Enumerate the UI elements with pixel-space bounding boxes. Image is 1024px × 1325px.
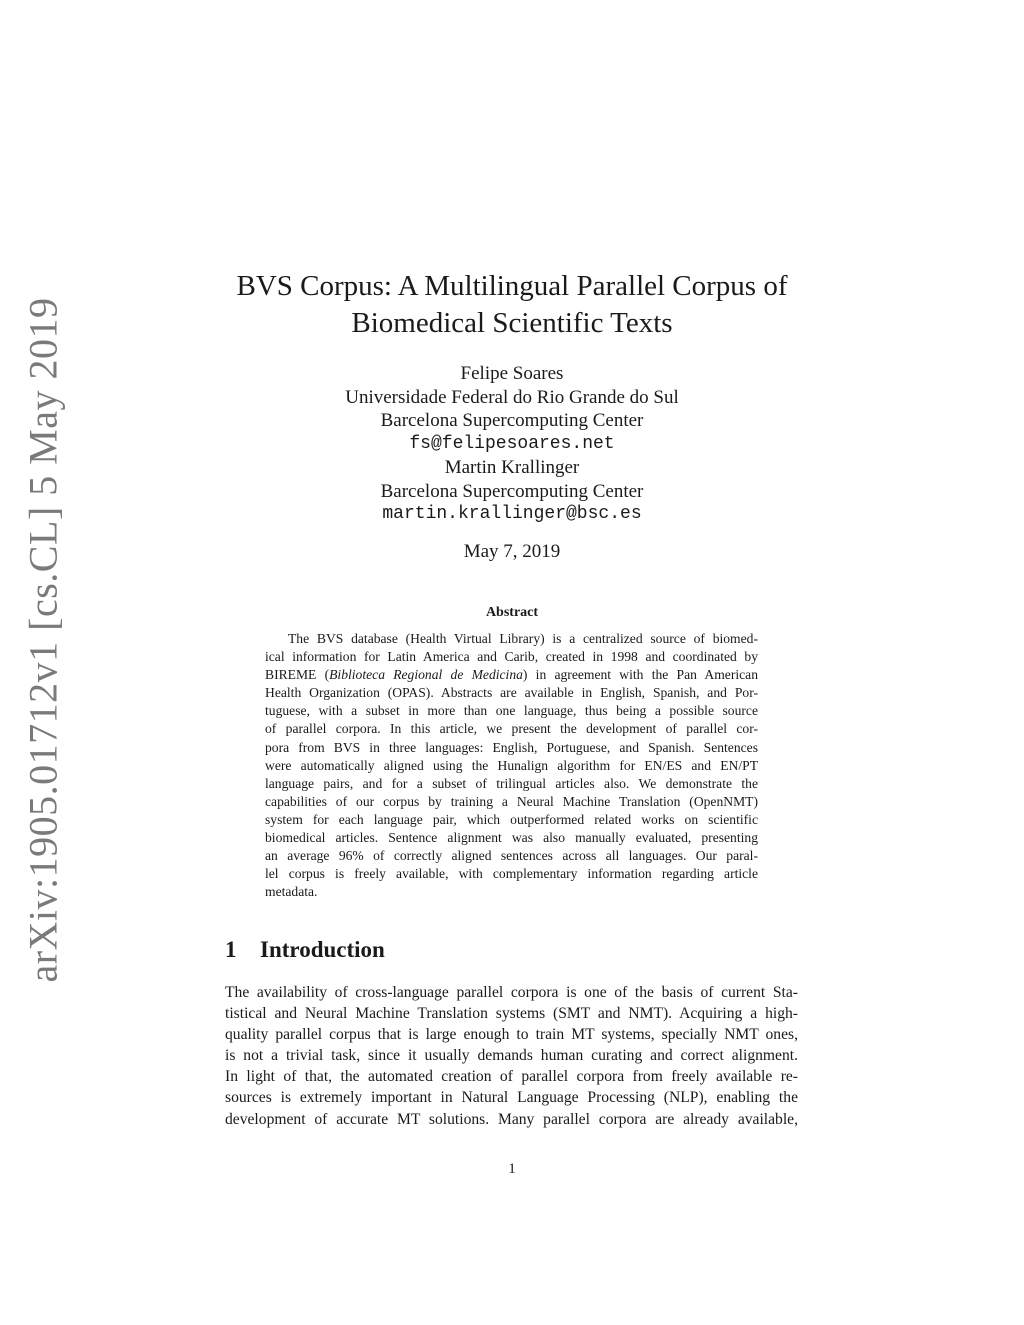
section-number: 1	[225, 937, 237, 962]
author-1-affiliation-1: Universidade Federal do Rio Grande do Sul	[345, 386, 679, 408]
abstract-line: an average 96% of correctly aligned sentences across all languages. Our paral-	[265, 848, 758, 864]
author-block	[0, 362, 1024, 527]
section-title: Introduction	[260, 937, 385, 962]
abstract-line: lel corpus is freely available, with complementary information regarding article	[265, 866, 758, 882]
author-2-name: Martin Krallinger	[444, 457, 580, 478]
author-2-email: martin.krallinger@bsc.es	[382, 504, 642, 524]
abstract-line: tuguese, with a subset in more than one language, thus being a possible source	[265, 703, 758, 719]
abstract-line: metadata.	[265, 884, 318, 900]
abstract-line: were automatically aligned using the Hunalign algorithm for EN/ES and EN/PT	[265, 757, 758, 773]
section-heading	[225, 937, 385, 963]
arxiv-identifier-text: arXiv:1905.01712v1 [cs.CL] 5 May 2019	[20, 297, 66, 983]
body-line: development of accurate MT solutions. Many parallel corpora are already available,	[225, 1110, 798, 1128]
abstract-line: pora from BVS in three languages: English, Portuguese, and Spanish. Sentences	[265, 739, 758, 755]
body-line: The availability of cross-language parallel corpora is one of the basis of current Sta-	[225, 984, 798, 1001]
italic-library-name: Biblioteca Regional de Medicina	[329, 667, 523, 683]
paper-title	[0, 268, 1024, 342]
body-line: is not a trivial task, since it usually demands human curating and correct alignment.	[225, 1047, 798, 1065]
abstract-line: The BVS database (Health Virtual Library) is a centralized source of biomed-	[288, 631, 758, 646]
abstract-line: capabilities of our corpus by training a Neural Machine Translation (OpenNMT)	[265, 793, 758, 809]
abstract-line: ical information for Latin America and Carib, created in 1998 and coordinated by	[265, 649, 758, 665]
abstract-body	[265, 630, 758, 901]
author-2-affiliation-1: Barcelona Supercomputing Center	[380, 480, 644, 502]
body-line: quality parallel corpus that is large enough to train MT systems, specially NMT ones,	[225, 1026, 798, 1044]
abstract-line: of parallel corpora. In this article, we present the development of parallel cor-	[265, 721, 758, 737]
body-line: tistical and Neural Machine Translation systems (SMT and NMT). Acquiring a high-	[225, 1005, 798, 1023]
abstract-line: biomedical articles. Sentence alignment was also manually evaluated, presenting	[265, 830, 758, 846]
page-number: 1	[508, 1161, 516, 1177]
paper-title-line-2: Biomedical Scientific Texts	[351, 307, 673, 339]
body-line: sources is extremely important in Natural Language Processing (NLP), enabling the	[225, 1089, 798, 1107]
introduction-body	[225, 982, 798, 1130]
author-1-name: Felipe Soares	[460, 363, 564, 384]
abstract-heading: Abstract	[485, 605, 539, 620]
body-line: In light of that, the automated creation of parallel corpora from freely available re-	[225, 1068, 798, 1086]
author-1-email: fs@felipesoares.net	[409, 433, 615, 454]
author-1-affiliation-2: Barcelona Supercomputing Center	[380, 410, 644, 431]
paper-title-line-1: BVS Corpus: A Multilingual Parallel Corpus of	[236, 270, 788, 302]
abstract-line: Health Organization (OPAS). Abstracts are available in English, Spanish, and Por-	[265, 685, 758, 701]
abstract-line: BIREME (Biblioteca Regional de Medicina) in agreement with the Pan American	[265, 667, 758, 683]
abstract-line: system for each language pair, which outperformed related works on scientific	[265, 811, 758, 827]
publication-date: May 7, 2019	[463, 541, 561, 562]
abstract-line: language pairs, and for a subset of trilingual articles also. We demonstrate the	[265, 775, 758, 791]
